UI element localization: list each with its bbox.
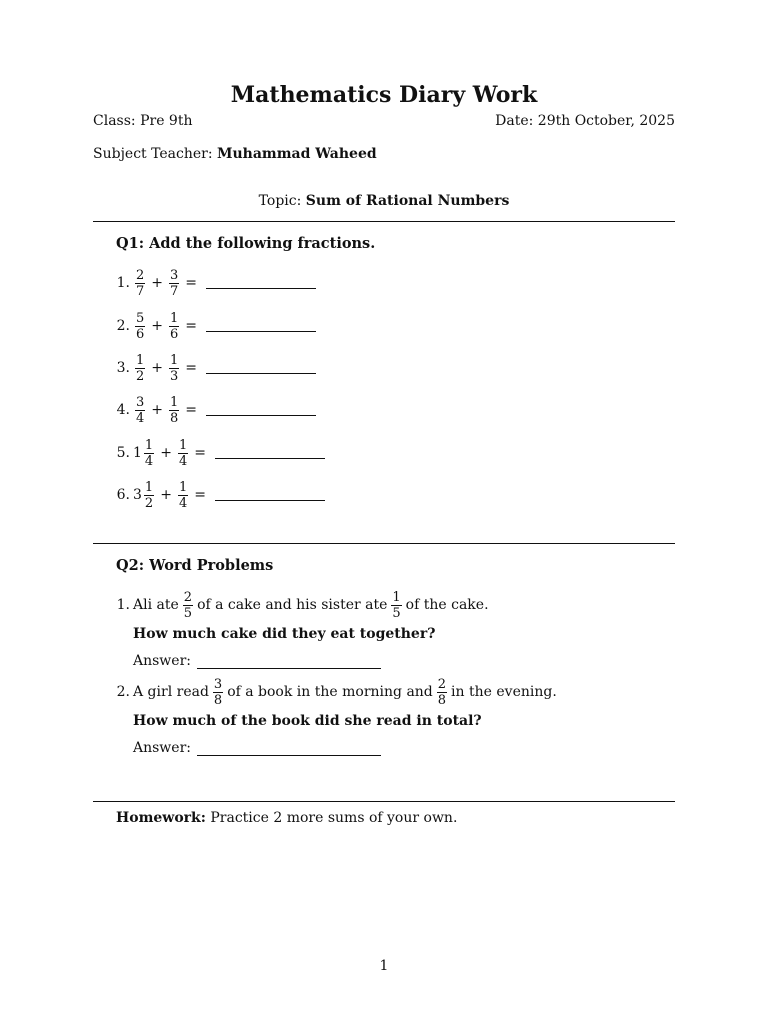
teacher-info	[93, 146, 377, 162]
numerator: 2	[437, 676, 447, 692]
class-info	[93, 113, 192, 129]
fraction	[144, 438, 154, 469]
fraction-problem	[108, 435, 325, 471]
date-label: Date:	[495, 113, 534, 129]
fraction	[178, 480, 188, 511]
denominator: 4	[136, 410, 145, 426]
q2-heading: Q2: Word Problems	[116, 557, 274, 574]
fraction	[169, 395, 179, 426]
problem-text: of the cake.	[405, 597, 489, 613]
equals-sign: =	[194, 487, 206, 503]
denominator: 4	[178, 495, 188, 511]
page-number: 1	[379, 958, 389, 974]
homework-line	[116, 810, 457, 826]
equals-sign: =	[185, 402, 198, 418]
numerator: 1	[144, 479, 154, 495]
q1-heading: Q1: Add the following fractions.	[116, 235, 376, 252]
topic-value: Sum of Rational Numbers	[305, 193, 510, 209]
numerator: 5	[136, 310, 145, 326]
fraction-problem	[108, 265, 316, 301]
teacher-name: Muhammad Waheed	[217, 146, 377, 162]
denominator: 4	[178, 453, 188, 469]
fraction	[437, 677, 447, 708]
numerator: 1	[136, 352, 145, 368]
homework-label: Homework:	[116, 810, 206, 826]
denominator: 2	[144, 495, 154, 511]
fraction	[135, 395, 145, 426]
problem-text: in the evening.	[451, 684, 557, 700]
fraction	[178, 438, 188, 469]
fraction-problem	[108, 350, 316, 386]
answer-blank[interactable]	[215, 490, 325, 501]
problem-text: Ali ate	[133, 597, 179, 613]
topic-label: Topic:	[258, 193, 302, 209]
fraction	[144, 480, 154, 511]
plus-sign: +	[151, 318, 164, 334]
answer-blank[interactable]	[206, 405, 316, 416]
plus-sign: +	[151, 275, 164, 291]
fraction	[135, 311, 145, 342]
problem-statement	[108, 674, 557, 710]
denominator: 8	[437, 692, 447, 708]
topic-line	[0, 193, 768, 209]
answer-blank[interactable]	[206, 321, 316, 332]
whole-number: 1	[133, 445, 142, 461]
plus-sign: +	[160, 487, 172, 503]
date-info	[495, 113, 675, 129]
numerator: 1	[170, 310, 179, 326]
answer-blank[interactable]	[197, 656, 381, 669]
problem-statement	[108, 587, 489, 623]
item-number: 4.	[116, 402, 130, 418]
item-number: 1.	[116, 275, 130, 291]
denominator: 7	[136, 283, 145, 299]
homework-text: Practice 2 more sums of your own.	[210, 810, 458, 826]
fraction	[213, 677, 223, 708]
fraction	[135, 353, 145, 384]
answer-line	[133, 653, 489, 669]
problem-text: of a cake and his sister ate	[197, 597, 388, 613]
numerator: 2	[183, 589, 193, 605]
plus-sign: +	[151, 360, 164, 376]
answer-blank[interactable]	[197, 743, 381, 756]
fraction	[135, 268, 145, 299]
item-number: 2.	[116, 318, 130, 334]
fraction	[391, 590, 401, 621]
numerator: 1	[170, 352, 179, 368]
fraction	[169, 311, 179, 342]
denominator: 8	[213, 692, 223, 708]
numerator: 3	[136, 394, 145, 410]
denominator: 5	[183, 605, 193, 621]
numerator: 1	[178, 479, 188, 495]
answer-blank[interactable]	[206, 363, 316, 374]
numerator: 1	[144, 437, 154, 453]
numerator: 3	[170, 267, 179, 283]
denominator: 5	[392, 605, 401, 621]
plus-sign: +	[160, 445, 172, 461]
denominator: 6	[136, 326, 145, 342]
numerator: 1	[178, 437, 188, 453]
answer-blank[interactable]	[206, 278, 316, 289]
fraction-problem	[108, 477, 325, 513]
denominator: 2	[136, 368, 145, 384]
fraction	[169, 353, 179, 384]
denominator: 8	[170, 410, 179, 426]
answer-label: Answer:	[133, 740, 191, 756]
answer-line	[133, 740, 557, 756]
denominator: 6	[170, 326, 179, 342]
denominator: 3	[170, 368, 179, 384]
fraction	[183, 590, 193, 621]
page-title: Mathematics Diary Work	[230, 82, 538, 108]
denominator: 4	[144, 453, 154, 469]
numerator: 3	[213, 676, 223, 692]
answer-blank[interactable]	[215, 448, 325, 459]
equals-sign: =	[185, 275, 198, 291]
problem-text: of a book in the morning and	[227, 684, 433, 700]
equals-sign: =	[194, 445, 206, 461]
divider	[93, 801, 675, 802]
date-value: 29th October, 2025	[537, 113, 675, 129]
class-label: Class:	[93, 113, 136, 129]
answer-label: Answer:	[133, 653, 191, 669]
numerator: 1	[170, 394, 179, 410]
item-number: 6.	[116, 487, 130, 503]
item-number: 2.	[116, 684, 130, 700]
problem-text: A girl read	[133, 684, 209, 700]
equals-sign: =	[185, 318, 198, 334]
word-problem	[108, 587, 489, 669]
numerator: 2	[136, 267, 145, 283]
numerator: 1	[392, 589, 401, 605]
fraction-problem	[108, 308, 316, 344]
class-value: Pre 9th	[140, 113, 193, 129]
denominator: 7	[170, 283, 179, 299]
divider	[93, 221, 675, 222]
fraction-problem	[108, 392, 316, 428]
teacher-label: Subject Teacher:	[93, 146, 213, 162]
whole-number: 3	[133, 487, 142, 503]
plus-sign: +	[151, 402, 164, 418]
item-number: 1.	[116, 597, 130, 613]
divider	[93, 543, 675, 544]
equals-sign: =	[185, 360, 198, 376]
item-number: 3.	[116, 360, 130, 376]
fraction	[169, 268, 179, 299]
item-number: 5.	[116, 445, 130, 461]
problem-question: How much cake did they eat together?	[133, 626, 436, 642]
word-problem	[108, 674, 557, 756]
problem-question: How much of the book did she read in total?	[133, 713, 482, 729]
